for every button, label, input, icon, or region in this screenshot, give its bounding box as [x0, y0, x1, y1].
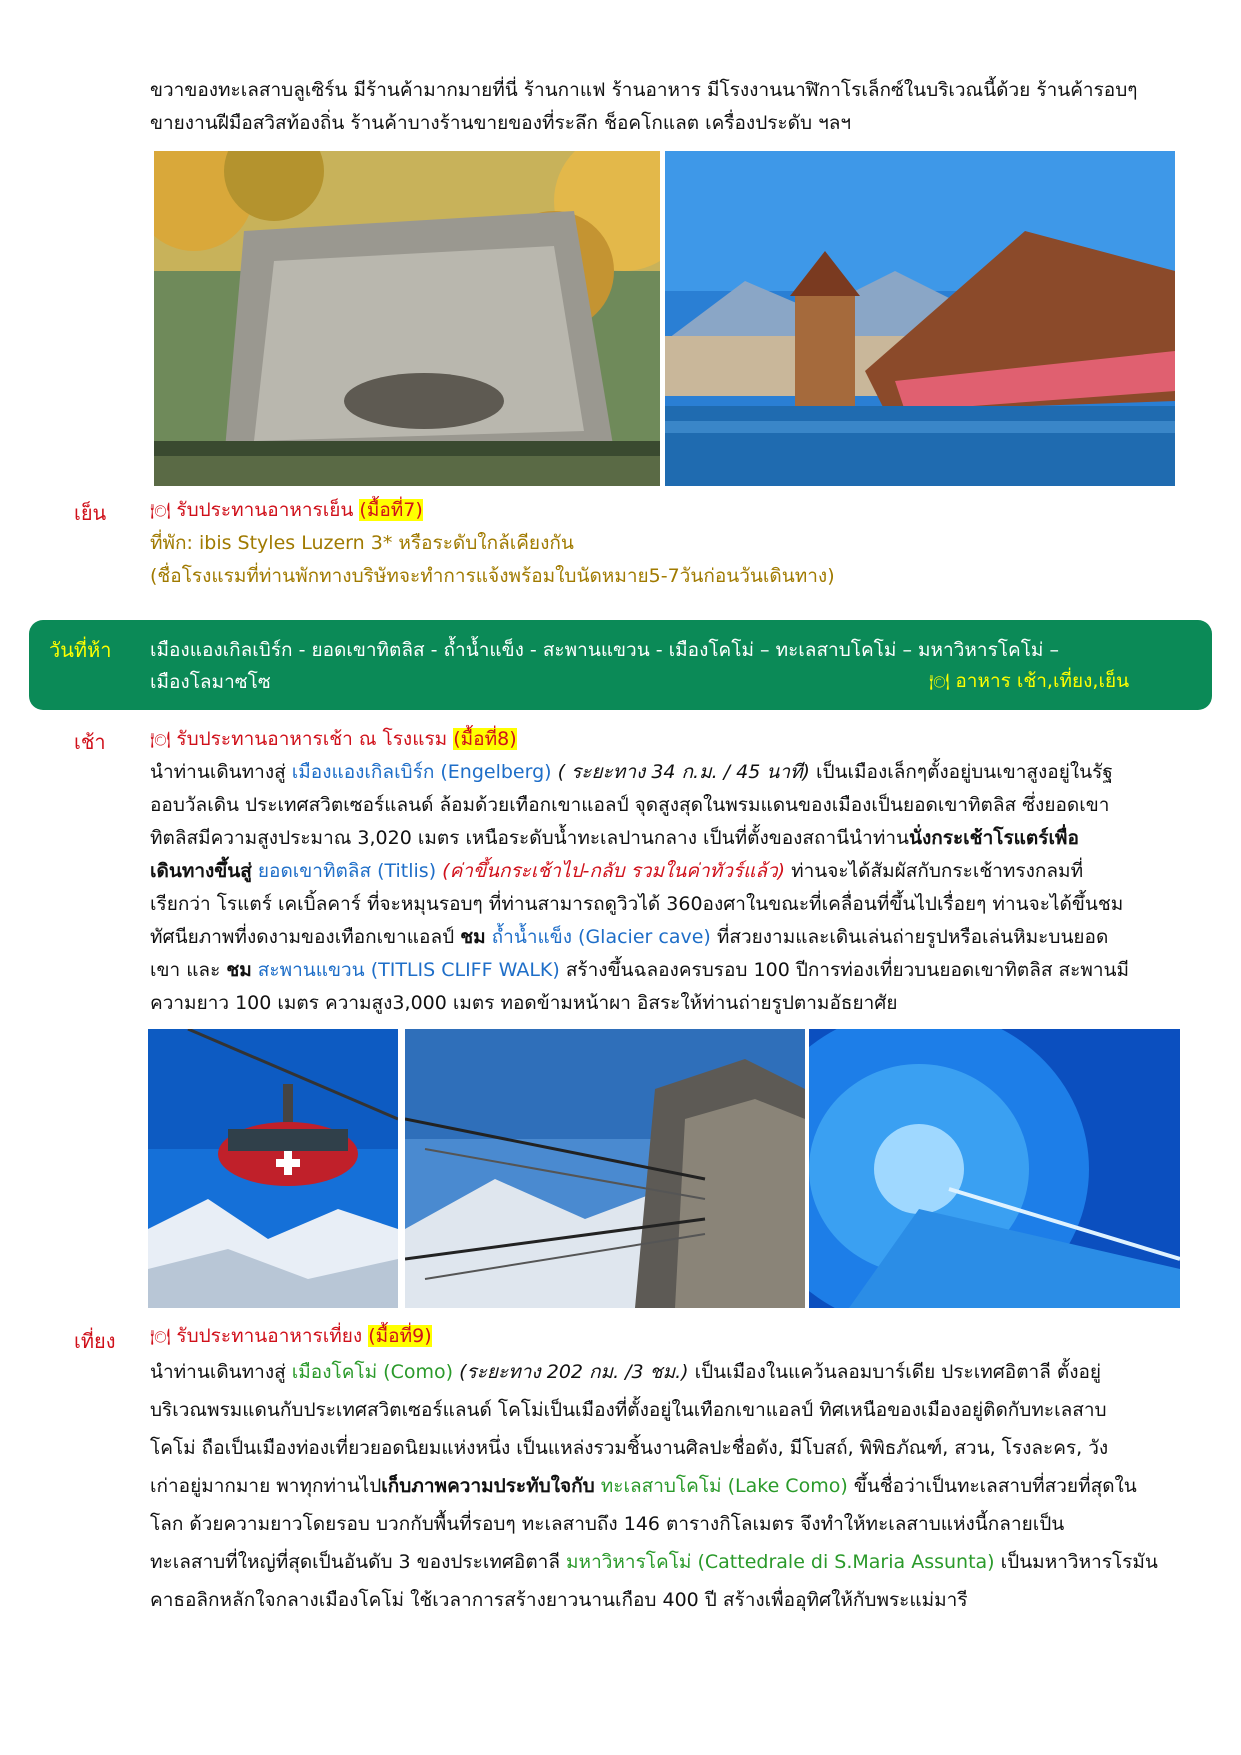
intro-paragraph — [150, 74, 1180, 140]
morning-line-7: เขา และ ชม สะพานแขวน (TITLIS CLIFF WALK) สร้างขึ้นฉลองครบรอบ 100 ปีการท่องเที่ยวบนยอดเขาทิตลิส สะพานมี — [150, 959, 1130, 981]
morning-line-5: เรียกว่า โรแตร์ เคเบิ้ลคาร์ ที่จะหมุนรอบๆ ที่ท่านสามารถดูวิวได้ 360องศาในขณะที่เคลื่อนที่ขึ้นไปเรื่อยๆ ท่านจะได้ขึ้นชม — [150, 893, 1124, 915]
day-five-meals — [929, 666, 1129, 696]
day-five-band — [29, 620, 1212, 710]
morning-meal-line — [150, 723, 1180, 756]
noon-meal-line — [150, 1320, 1180, 1353]
morning-line-1: นำท่านเดินทางสู่ เมืองแองเกิลเบิร์ก (Engelberg) ( ระยะทาง 34 ก.ม. / 45 นาที) เป็นเมืองเล็กๆตั้งอยู่บนเขาสูงอยู่ในรัฐ — [150, 761, 1113, 783]
chapel-bridge-photo — [665, 151, 1175, 486]
rotair-cablecar-photo — [148, 1029, 398, 1308]
noon-label: เที่ยง — [74, 1329, 116, 1353]
plate-cutlery-icon: 🍽 — [929, 672, 950, 691]
dinner-meal-line — [150, 494, 1180, 527]
morning-block — [150, 723, 1180, 1020]
lion-monument-photo — [154, 151, 660, 486]
morning-line-4: เดินทางขึ้นสู่ ยอดเขาทิตลิส (Titlis) (ค่าขึ้นกระเช้าไป-กลับ รวมในค่าทัวร์แล้ว) ท่านจะได้สัมผัสกับกระเช้าทรงกลมที่ — [150, 860, 1084, 882]
morning-line-2: ออบวัลเดิน ประเทศสวิตเซอร์แลนด์ ล้อมด้วยเทือกเขาแอลป์ จุดสูงสุดในพรมแดนของเมืองเป็นยอดเขาทิตลิส ซึ่งยอดเขา — [150, 794, 1110, 816]
cliff-walk-photo — [405, 1029, 805, 1308]
como-link: เมืองโคโม่ (Como) — [291, 1361, 454, 1383]
titlis-link: ยอดเขาทิตลิส (Titlis) — [251, 860, 443, 882]
dinner-block — [150, 494, 1180, 593]
intro-line-1: ขวาของทะเลสาบลูเซิร์น มีร้านค้ามากมายที่นี่ ร้านกาแฟ ร้านอาหาร มีโรงงานนาฬิกาโรเล็กซ์ในบริเวณนี้ด้วย ร้านค้ารอบๆ — [150, 79, 1138, 101]
noon-meal: รับประทานอาหารเที่ยง — [176, 1325, 363, 1347]
route-line-1: เมืองแองเกิลเบิร์ก - ยอดเขาทิตลิส - ถ้ำน้ำแข็ง - สะพานแขวน - เมืองโคโม่ – ทะเลสาบโคโม่ – มหาวิหารโคโม่ – — [150, 639, 1059, 661]
noon-block — [150, 1320, 1180, 1619]
hotel-name: ที่พัก: ibis Styles Luzern 3* หรือระดับใกล้เคียงกัน — [150, 532, 574, 554]
route-line-2: เมืองโลมาซโซ — [150, 671, 271, 693]
dinner-meal-number: (มื้อที่7) — [359, 499, 423, 521]
noon-line-4: เก่าอยู่มากมาย พาทุกท่านไปเก็บภาพความประทับใจกับ ทะเลสาบโคโม่ (Lake Como) ขึ้นชื่อว่าเป็นทะเลสาบที่สวยที่สุดใน — [150, 1475, 1137, 1497]
dinner-label: เย็น — [74, 501, 107, 525]
noon-line-3: โคโม่ ถือเป็นเมืองท่องเที่ยวยอดนิยมแห่งหนึ่ง เป็นแหล่งรวมชิ้นงานศิลปะชื่อดัง, มีโบสถ์, พิพิธภัณฑ์, สวน, โรงละคร, วัง — [150, 1437, 1109, 1459]
dinner-meal: รับประทานอาหารเย็น — [176, 499, 354, 521]
day-five-meals-text: อาหาร เช้า,เที่ยง,เย็น — [955, 670, 1130, 692]
hotel-note: (ชื่อโรงแรมที่ท่านพักทางบริษัทจะทำการแจ้งพร้อมใบนัดหมาย5-7วันก่อนวันเดินทาง) — [150, 565, 835, 587]
morning-label: เช้า — [74, 730, 106, 754]
lake-como-link: ทะเลสาบโคโม่ (Lake Como) — [594, 1475, 848, 1497]
noon-line-1: นำท่านเดินทางสู่ เมืองโคโม่ (Como) (ระยะทาง 202 กม. /3 ชม.) เป็นเมืองในแคว้นลอมบาร์เดีย ประเทศอิตาลี ตั้งอยู่ — [150, 1361, 1102, 1383]
intro-line-2: ขายงานฝีมือสวิสท้องถิ่น ร้านค้าบางร้านขายของที่ระลึก ช็อคโกแลต เครื่องประดับ ฯลฯ — [150, 112, 852, 134]
noon-line-7: คาธอลิกหลักใจกลางเมืองโคโม่ ใช้เวลาการสร้างยาวนานเกือบ 400 ปี สร้างเพื่ออุทิศให้กับพระแม่มารี — [150, 1589, 968, 1611]
noon-meal-number: (มื้อที่9) — [368, 1325, 432, 1347]
glacier-cave-link: ถ้ำน้ำแข็ง (Glacier cave) — [485, 926, 711, 948]
morning-meal: รับประทานอาหารเช้า ณ โรงแรม — [176, 728, 448, 750]
morning-line-3: ทิตลิสมีความสูงประมาณ 3,020 เมตร เหนือระดับน้ำทะเลปานกลาง เป็นที่ตั้งของสถานีนำท่านนั่งกระเช้าโรแตร์เพื่อ — [150, 827, 1079, 849]
morning-meal-number: (มื้อที่8) — [453, 728, 517, 750]
glacier-cave-photo — [809, 1029, 1180, 1308]
morning-line-6: ทัศนียภาพที่งดงามของเทือกเขาแอลป์ ชม ถ้ำน้ำแข็ง (Glacier cave) ที่สวยงามและเดินเล่นถ่ายรูปหรือเล่นหิมะบนยอด — [150, 926, 1109, 948]
morning-line-8: ความยาว 100 เมตร ความสูง3,000 เมตร ทอดข้ามหน้าผา อิสระให้ท่านถ่ายรูปตามอัธยาศัย — [150, 992, 898, 1014]
plate-cutlery-icon: 🍽 — [150, 501, 171, 520]
plate-cutlery-icon: 🍽 — [150, 730, 171, 749]
plate-cutlery-icon: 🍽 — [150, 1327, 171, 1346]
noon-line-5: โลก ด้วยความยาวโดยรอบ บวกกับพื้นที่รอบๆ ทะเลสาบถึง 146 ตารางกิโลเมตร จึงทำให้ทะเลสาบแห่งนี้กลายเป็น — [150, 1513, 1065, 1535]
noon-line-2: บริเวณพรมแดนกับประเทศสวิตเซอร์แลนด์ โคโม่เป็นเมืองที่ตั้งอยู่ในเทือกเขาแอลป์ ทิศเหนือของเมืองอยู่ติดกับทะเลสาบ — [150, 1399, 1107, 1421]
engelberg-link: เมืองแองเกิลเบิร์ก (Engelberg) — [291, 761, 552, 783]
day-five-label: วันที่ห้า — [49, 638, 112, 662]
cliff-walk-link: สะพานแขวน (TITLIS CLIFF WALK) — [251, 959, 560, 981]
noon-line-6: ทะเลสาบที่ใหญ่ที่สุดเป็นอันดับ 3 ของประเทศอิตาลี มหาวิหารโคโม่ (Cattedrale di S.Maria Assunta) เป็นมหาวิหารโรมัน — [150, 1551, 1158, 1573]
como-cathedral-link: มหาวิหารโคโม่ (Cattedrale di S.Maria Assunta) — [566, 1551, 995, 1573]
